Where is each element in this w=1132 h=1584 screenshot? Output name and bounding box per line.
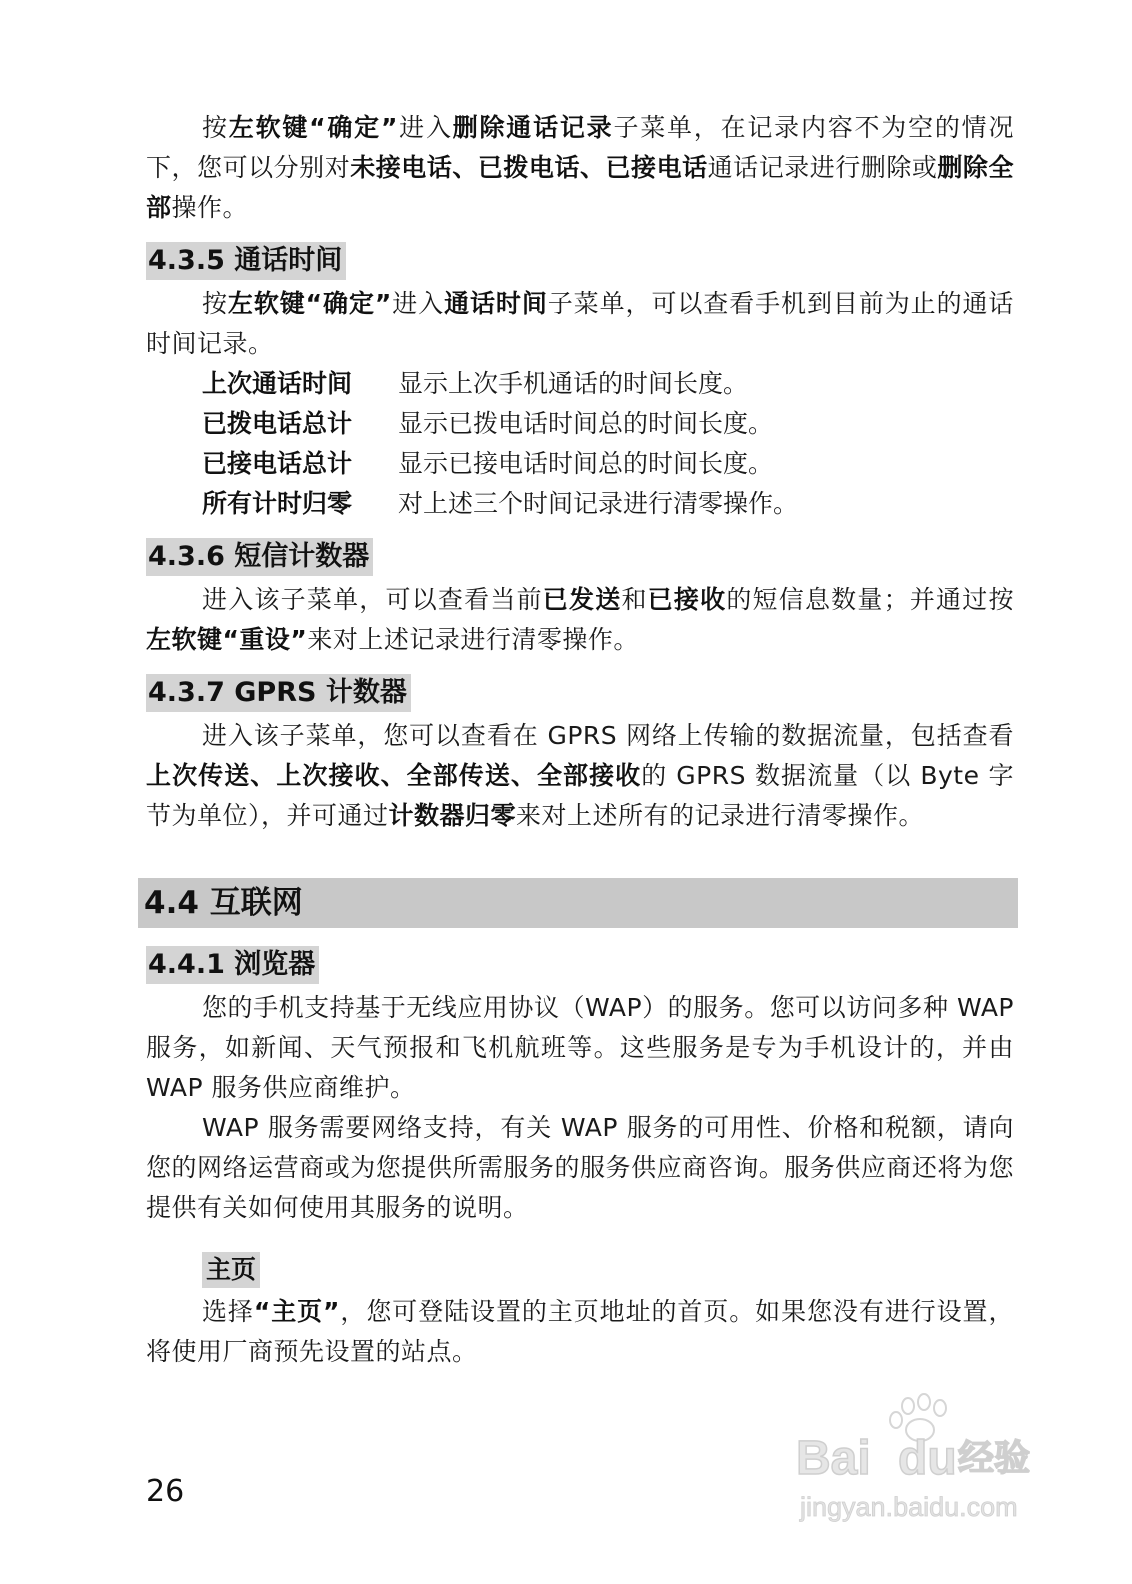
watermark-brand-b: du	[898, 1432, 957, 1485]
bold-term: 删除全部	[146, 153, 1014, 222]
bold-term: 左软键“确定”	[227, 289, 392, 318]
definition-row	[202, 364, 1014, 404]
text-run: 子菜单，在记录内容不为空的情况下，您可以分别对	[146, 113, 1014, 182]
text-run: 操作。	[171, 193, 249, 222]
text-run: 进入	[397, 113, 453, 142]
definition-desc: 显示已拨电话时间总的时间长度。	[398, 409, 774, 438]
watermark-url: jingyan.baidu.com	[800, 1492, 1018, 1522]
text-run: ，您可登陆设置的主页地址的首页。如果您没有进行设置，将使用厂商预先设置的站点。	[146, 1297, 1014, 1366]
text-run: 通话记录进行删除或	[707, 153, 938, 182]
definition-term: 所有计时归零	[202, 489, 353, 518]
definition-row	[202, 444, 1014, 484]
baidu-jingyan-watermark	[792, 1392, 1062, 1532]
text-run: 的短信息数量；并通过按	[726, 585, 1014, 614]
gprs-counter-paragraph	[146, 716, 1014, 836]
subheading-home: 主页	[202, 1252, 260, 1288]
browser-paragraph-1: 您的手机支持基于无线应用协议（WAP）的服务。您可以访问多种 WAP 服务，如新闻、天气预报和飞机航班等。这些服务是专为手机设计的，并由 WAP 服务供应商维护。	[146, 993, 1014, 1102]
bold-term: 上次传送、上次接收、全部传送、全部接收	[146, 761, 642, 790]
section-heading-4-3-5: 4.3.5 通话时间	[146, 242, 346, 280]
section-heading-4-3-6: 4.3.6 短信计数器	[146, 538, 373, 576]
text-run: 和	[621, 585, 648, 614]
definition-term: 已接电话总计	[202, 449, 353, 478]
text-run: 按	[202, 289, 228, 318]
text-run: 进入该子菜单，您可以查看在 GPRS 网络上传输的数据流量，包括查看	[202, 721, 1014, 750]
bold-term: 删除通话记录	[452, 113, 614, 142]
text-run: 子菜单，可以查看手机到目前为止的通话时间记录。	[146, 289, 1014, 358]
text-run: 按	[202, 113, 229, 142]
definition-row	[202, 484, 1014, 524]
sms-counter-paragraph	[146, 580, 1014, 660]
call-time-definition-list	[202, 364, 1014, 524]
section-heading-4-4-1: 4.4.1 浏览器	[146, 946, 319, 984]
bold-term: 已接收	[647, 585, 727, 614]
intro-paragraph	[146, 108, 1014, 228]
bold-term: “主页”	[253, 1297, 340, 1326]
home-paragraph	[146, 1292, 1014, 1372]
text-run: 的 GPRS 数据流量（以 Byte 字节为单位），并可通过	[146, 761, 1014, 830]
watermark-brand-cn: 经验	[958, 1438, 1031, 1479]
definition-row	[202, 404, 1014, 444]
text-run: 来对上述所有的记录进行清零操作。	[516, 801, 925, 830]
text-run: 选择	[202, 1297, 254, 1326]
page-number: 26	[146, 1474, 185, 1509]
definition-desc: 显示已接电话时间总的时间长度。	[398, 449, 774, 478]
definition-desc: 显示上次手机通话的时间长度。	[398, 369, 749, 398]
bold-term: 已发送	[542, 585, 622, 614]
text-run: 来对上述记录进行清零操作。	[307, 625, 639, 654]
section-heading-4-3-7: 4.3.7 GPRS 计数器	[146, 674, 411, 712]
text-run: 进入	[391, 289, 445, 318]
bold-term: 未接电话、已拨电话、已接电话	[350, 153, 708, 182]
document-page	[146, 108, 1014, 1372]
bold-term: 通话时间	[444, 289, 548, 318]
bold-term: 左软键“确定”	[228, 113, 398, 142]
browser-paragraph-2: WAP 服务需要网络支持，有关 WAP 服务的可用性、价格和税额，请向您的网络运营商或为您提供所需服务的服务供应商咨询。服务供应商还将为您提供有关如何使用其服务的说明。	[146, 1113, 1014, 1222]
definition-term: 上次通话时间	[202, 369, 353, 398]
watermark-brand-a: Bai	[796, 1432, 871, 1485]
call-time-paragraph	[146, 284, 1014, 364]
bold-term: 计数器归零	[388, 801, 517, 830]
chapter-heading-4-4: 4.4 互联网	[138, 878, 1018, 928]
definition-term: 已拨电话总计	[202, 409, 353, 438]
text-run: 进入该子菜单，可以查看当前	[202, 585, 543, 614]
bold-term: 左软键“重设”	[146, 625, 308, 654]
definition-desc: 对上述三个时间记录进行清零操作。	[398, 489, 799, 518]
